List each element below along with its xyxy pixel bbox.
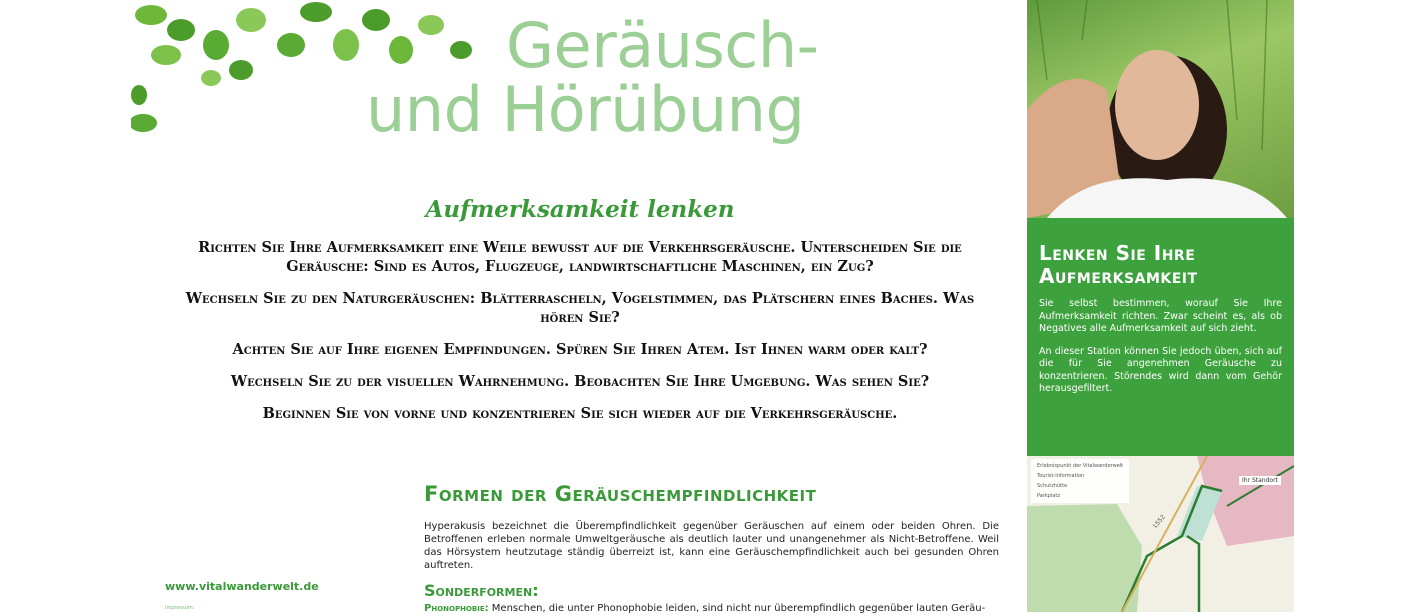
info-panel (1027, 218, 1294, 456)
page-title: Geräusch- und Hörübung (366, 9, 819, 146)
instruction: Achten Sie auf Ihre eigenen Empfindungen. Spüren Sie Ihren Atem. Ist Ihnen warm oder kalt? (232, 341, 928, 358)
imprint: Impressum: (165, 605, 195, 611)
road-label: L552 (1151, 513, 1167, 530)
woman-in-grass-photo (1027, 0, 1294, 218)
instruction: Beginnen Sie von vorne und konzentrieren Sie sich wieder auf die Verkehrsgeräusche. (262, 405, 898, 422)
instruction: Richten Sie Ihre Aufmerksamkeit eine Weile bewusst auf die Verkehrsgeräusche. Unterscheiden Sie die Geräusche: Sind es Autos, Flugzeuge, landwirtschaftliche Maschinen, ein Zug? (198, 239, 962, 275)
instruction: Wechseln Sie zu den Naturgeräuschen: Blätterrascheln, Vogelstimmen, das Plätschern eines Baches. Was hören Sie? (185, 290, 975, 326)
instructions (180, 238, 980, 436)
panel-paragraph: Sie selbst bestimmen, worauf Sie Ihre Aufmerksamkeit richten. Zwar scheint es, als ob Negatives alle Aufmerksamkeit auf sich zieht. (1039, 298, 1282, 334)
formen-body: Hyperakusis bezeichnet die Überempfindlichkeit gegenüber Geräuschen auf einem oder beiden Ohren. Die Betroffenen erleben normale Umweltgeräusche als deutlich lauter und unangenehmer als Nicht-Betroffene. Weil das Hörsystem heutzutage ständig überreizt ist, kann eine Geräuschempfindlichkeit auch bei gesunden Ohren auftreten. (424, 521, 999, 571)
panel-heading: Lenken Sie Ihre Aufmerksamkeit (1039, 241, 1198, 288)
subtitle: Aufmerksamkeit lenken (425, 196, 735, 223)
standort-label: Ihr Standort (1239, 476, 1281, 485)
sonderformen-text: Phonophobie: Menschen, die unter Phonophobie leiden, sind nicht nur überempfindlich gegenüber lauten Geräu- (424, 603, 986, 614)
map-legend: Erlebnispunkt der Vitalwanderwelt Tourist-Information Schutzhütte Parkplatz (1031, 459, 1129, 503)
instruction: Wechseln Sie zu der visuellen Wahrnehmung. Beobachten Sie Ihre Umgebung. Was sehen Sie? (230, 373, 930, 390)
formen-section (424, 482, 999, 615)
formen-heading: Formen der Geräuschempfindlichkeit (424, 482, 817, 506)
website-link[interactable]: www.vitalwanderwelt.de (165, 580, 319, 593)
trail-map[interactable] (1027, 456, 1294, 612)
panel-paragraph: An dieser Station können Sie jedoch üben, sich auf die für Sie angenehmen Geräusche zu konzentrieren. Störendes wird dann vom Gehör herausgefiltert. (1039, 345, 1282, 394)
sonderformen-heading: Sonderformen: (424, 581, 539, 600)
